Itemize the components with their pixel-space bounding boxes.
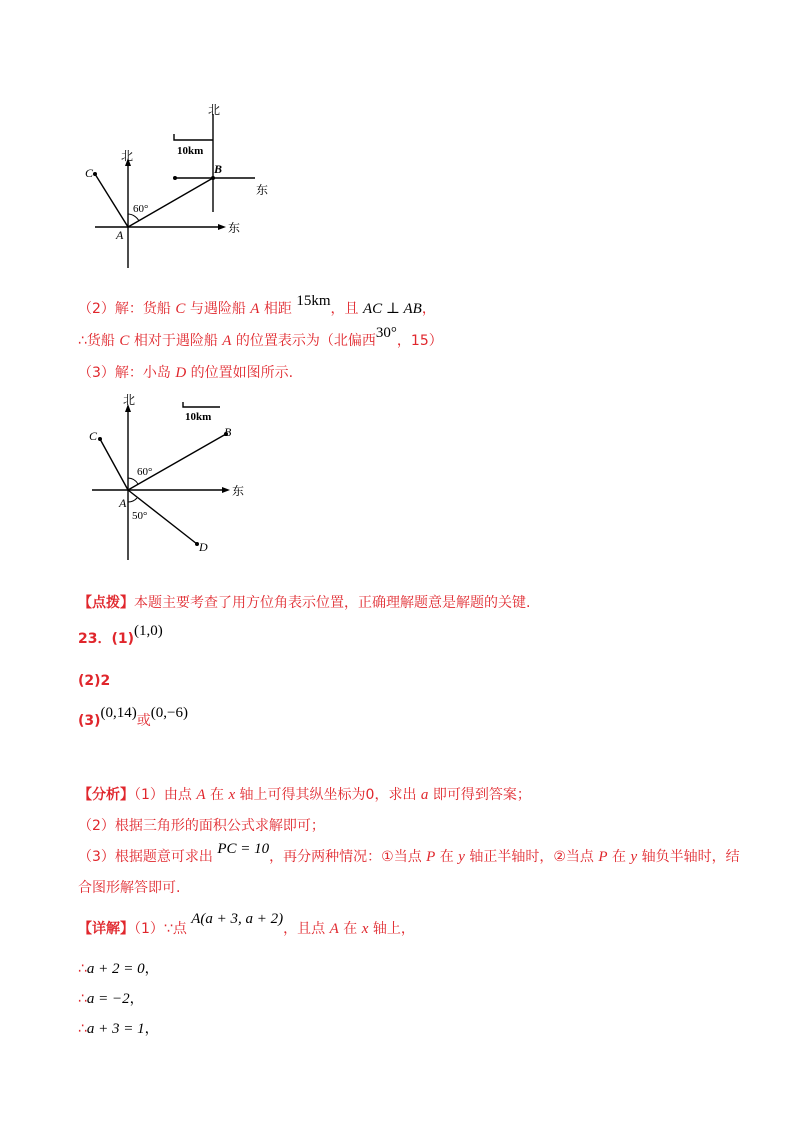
part-number: （3） — [78, 365, 115, 381]
fig1-angle-arc — [128, 214, 139, 221]
fenxi-line2 — [78, 815, 325, 835]
therefore-symbol: ∴ — [78, 961, 87, 977]
part-number: （2） — [78, 301, 115, 317]
var-p: P — [598, 849, 608, 865]
fig2-east-label: 东 — [232, 484, 245, 498]
fig2-label-a: A — [119, 496, 127, 510]
fig1-east-arrow — [218, 224, 226, 230]
text: ，再分两种情况：①当点 — [269, 849, 427, 865]
text: 的位置如图所示. — [186, 365, 294, 381]
fig1-line-ac — [95, 174, 128, 227]
fig2-label-b: B — [224, 425, 232, 439]
var-p: P — [426, 849, 436, 865]
fig1-point-b — [211, 176, 215, 180]
figure-2-compass-diagram — [80, 392, 260, 562]
text: 与遇险船 — [185, 301, 251, 317]
q23-part1 — [78, 623, 163, 648]
text: 的位置表示为（北偏西 — [231, 333, 376, 349]
distance-formula: 15km — [296, 293, 331, 309]
text: （3）根据题意可求出 — [78, 849, 218, 865]
fig2-angle-arc-50 — [128, 498, 137, 502]
therefore-symbol: ∴ — [78, 991, 87, 1007]
text: 相对于遇险船 — [129, 333, 223, 349]
dianbo-tag: 【点拨】 — [78, 595, 134, 611]
fenxi-tag: 【分析】 — [78, 787, 134, 803]
equation: a + 3 = 1 — [86, 1021, 145, 1037]
fig2-scale-bar — [183, 402, 220, 407]
text: 在 — [435, 849, 459, 865]
var-a: A — [329, 921, 339, 937]
fig2-north-label: 北 — [123, 393, 136, 407]
fig1-scale-bar — [174, 134, 213, 140]
solution-part2-line1 — [78, 293, 436, 318]
figure-1-compass-diagram — [80, 100, 280, 275]
pc-formula: PC = 10 — [217, 841, 270, 857]
text: 合图形解答即可. — [78, 880, 181, 896]
comma: ， — [129, 991, 144, 1007]
text: 货船 — [86, 333, 120, 349]
fenxi-line1 — [78, 784, 531, 804]
fig1-label-b: B — [214, 162, 223, 176]
fig2-line-ab — [128, 434, 226, 490]
text: 在 — [607, 849, 631, 865]
text: 轴上， — [368, 921, 415, 937]
fig2-label-c: C — [89, 429, 98, 443]
text: ，15） — [396, 333, 443, 349]
answer-3b: (0,−6) — [150, 705, 188, 721]
text: 解：小岛 — [114, 365, 176, 381]
fig2-line-ac — [100, 439, 128, 490]
text: ， — [421, 301, 436, 317]
step-line-2 — [78, 988, 144, 1008]
var-a-lower: a — [420, 787, 429, 803]
fig2-east-arrow — [222, 487, 230, 493]
fig1-point-left — [173, 176, 177, 180]
var-c: C — [175, 301, 186, 317]
therefore-symbol: ∴ — [78, 1021, 87, 1037]
var-x: x — [361, 921, 369, 937]
fig2-label-d: D — [199, 540, 208, 554]
var-a: A — [222, 333, 232, 349]
fig1-north-label: 北 — [121, 149, 134, 163]
text: 即可得到答案； — [428, 787, 531, 803]
text: 轴正半轴时，②当点 — [464, 849, 599, 865]
text: （1）∵点 — [134, 921, 192, 937]
solution-part2-line2 — [78, 325, 443, 350]
text: ，且点 — [283, 921, 330, 937]
answer-3a: (0,14) — [100, 705, 137, 721]
solution-part3-line — [78, 362, 293, 382]
fig1-scale-label: 10km — [177, 145, 204, 157]
part-number: (3) — [78, 713, 101, 729]
var-y: y — [630, 849, 638, 865]
equation: a = −2 — [86, 991, 130, 1007]
fig1-east-label-right: 东 — [256, 183, 269, 197]
fig2-angle-arc-60 — [128, 478, 138, 484]
text: 在 — [205, 787, 229, 803]
fig1-label-c: C — [85, 166, 94, 180]
answer-2: (2)2 — [78, 673, 111, 689]
step-line-3 — [78, 1018, 159, 1038]
xiangjie-line — [78, 911, 415, 938]
fenxi-line3 — [78, 841, 740, 866]
text: 在 — [338, 921, 362, 937]
step-line-1 — [78, 958, 159, 978]
var-y: y — [458, 849, 465, 865]
perpendicular-formula: AC ⊥ AB — [363, 301, 422, 317]
fig1-point-c — [93, 172, 97, 176]
text: ，且 — [330, 301, 363, 317]
text: 轴负半轴时，结 — [637, 849, 740, 865]
text: 轴上可得其纵坐标为0，求出 — [235, 787, 421, 803]
text: 相距 — [259, 301, 297, 317]
q23-part2 — [78, 673, 110, 689]
text: 解：货船 — [114, 301, 176, 317]
q23-part3 — [78, 705, 188, 730]
var-d: D — [175, 365, 187, 381]
fig2-point-c — [98, 437, 102, 441]
text: （2）根据三角形的面积公式求解即可； — [78, 818, 325, 834]
or-text: 或 — [136, 713, 151, 729]
var-c: C — [119, 333, 130, 349]
fig1-angle-label: 60° — [133, 203, 149, 215]
comma: ， — [144, 1021, 159, 1037]
answer-1: (1,0) — [134, 623, 163, 639]
fig1-north-label-right: 北 — [208, 103, 221, 117]
point-formula: A(a + 3, a + 2) — [191, 911, 284, 927]
fenxi-line4 — [78, 877, 180, 897]
angle-formula: 30° — [375, 325, 397, 341]
dianbo-line — [78, 592, 530, 612]
therefore-symbol: ∴ — [78, 333, 87, 349]
question-number: 23．(1) — [78, 631, 135, 647]
fig1-east-label: 东 — [228, 221, 241, 235]
var-a: A — [196, 787, 206, 803]
text: （1）由点 — [134, 787, 197, 803]
fig1-label-a: A — [116, 228, 124, 242]
fig2-scale-label: 10km — [185, 411, 212, 423]
var-a: A — [250, 301, 260, 317]
xiangjie-tag: 【详解】 — [78, 921, 134, 937]
dianbo-text: 本题主要考查了用方位角表示位置，正确理解题意是解题的关键. — [134, 595, 531, 611]
var-x: x — [228, 787, 236, 803]
fig2-angle60-label: 60° — [137, 466, 153, 478]
fig2-angle50-label: 50° — [132, 510, 148, 522]
equation: a + 2 = 0 — [86, 961, 145, 977]
comma: ， — [144, 961, 159, 977]
